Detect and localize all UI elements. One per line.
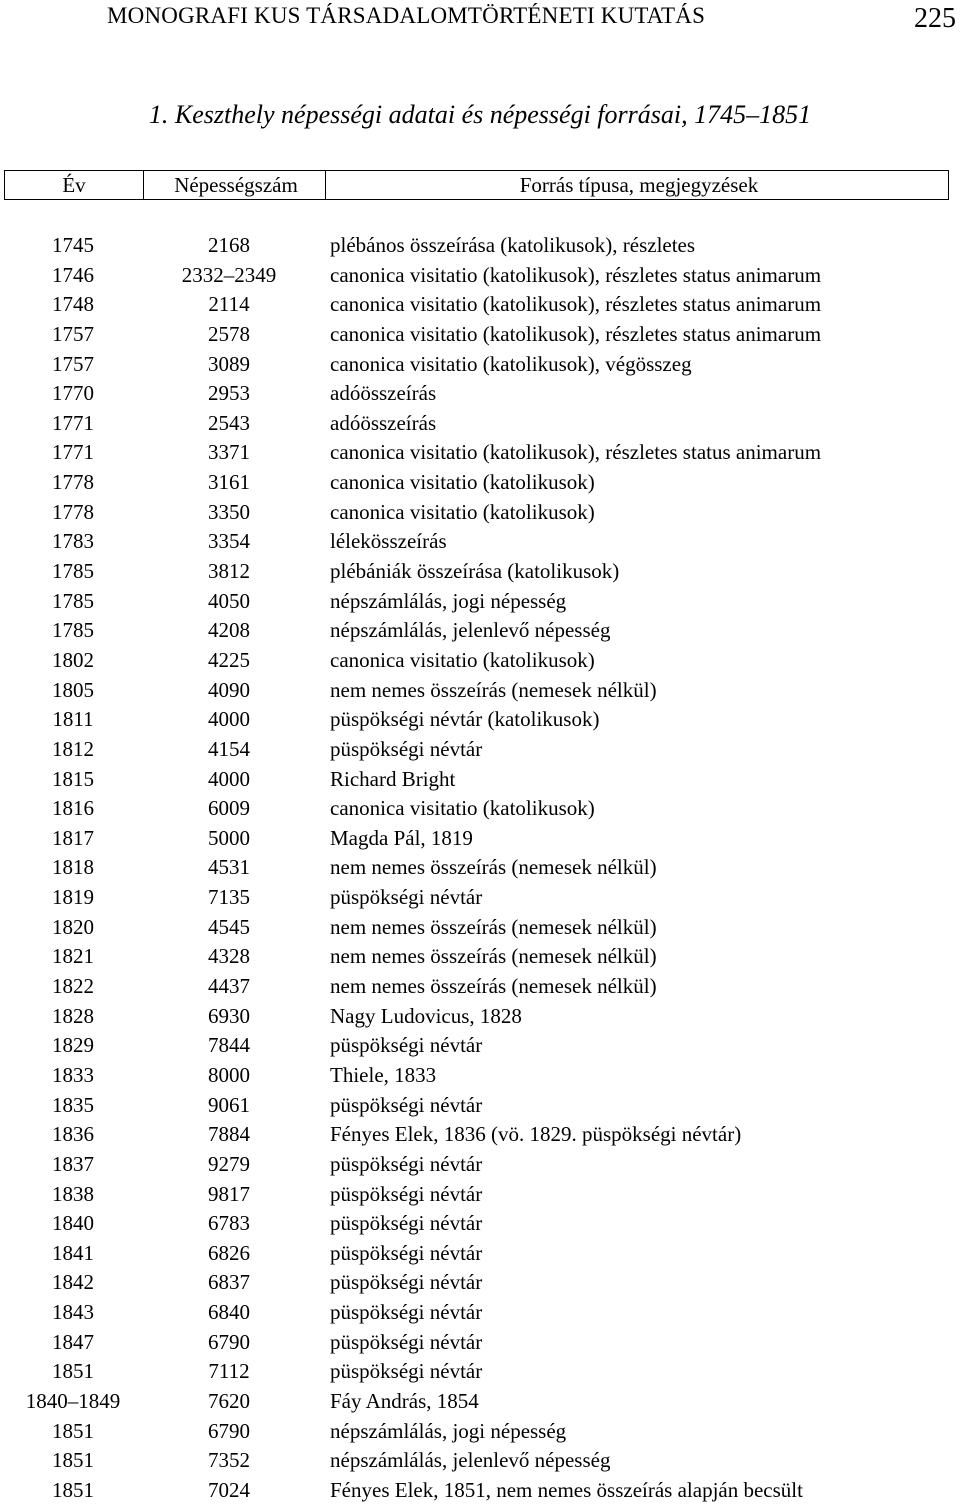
table-row [0, 498, 960, 528]
cell-year: 1821 [52, 944, 94, 969]
cell-year: 1817 [52, 825, 94, 850]
cell-population: 4225 [208, 647, 250, 672]
cell-year: 1818 [52, 855, 94, 880]
cell-year: 1833 [52, 1062, 94, 1087]
running-title: MONOGRAFI KUS TÁRSADALOMTÖRTÉNETI KUTATÁS [107, 3, 706, 28]
cell-source: népszámlálás, jelenlevő népesség [330, 618, 611, 643]
table-body [0, 231, 960, 1506]
cell-population: 3089 [208, 351, 250, 376]
cell-population: 4090 [208, 677, 250, 702]
cell-population: 2114 [208, 292, 250, 317]
cell-population: 2543 [208, 410, 250, 435]
cell-source: canonica visitatio (katolikusok), részletes status animarum [330, 262, 822, 287]
cell-source: canonica visitatio (katolikusok), végösszeg [330, 351, 692, 376]
cell-year: 1802 [52, 647, 94, 672]
cell-population: 4437 [208, 974, 250, 999]
cell-year: 1815 [52, 766, 94, 791]
table-row [0, 438, 960, 468]
cell-population: 4328 [208, 944, 250, 969]
cell-year: 1816 [52, 796, 94, 821]
cell-population: 6837 [208, 1270, 250, 1295]
cell-source: püspökségi névtár [330, 1092, 483, 1117]
cell-population: 6930 [208, 1003, 250, 1028]
column-divider [325, 171, 326, 199]
cell-year: 1771 [52, 410, 94, 435]
cell-population: 4000 [208, 707, 250, 732]
cell-population: 4545 [208, 914, 250, 939]
table-row [0, 1002, 960, 1032]
table-row [0, 913, 960, 943]
table-row [0, 646, 960, 676]
table-row [0, 765, 960, 795]
column-header-population: Népességszám [174, 173, 298, 197]
table-row [0, 942, 960, 972]
table-row [0, 1120, 960, 1150]
table-row [0, 379, 960, 409]
table-row [0, 824, 960, 854]
cell-year: 1838 [52, 1181, 94, 1206]
cell-population: 9061 [208, 1092, 250, 1117]
cell-year: 1829 [52, 1033, 94, 1058]
cell-population: 6783 [208, 1211, 250, 1236]
table-header [4, 170, 949, 200]
table-row [0, 735, 960, 765]
cell-population: 6009 [208, 796, 250, 821]
cell-year: 1757 [52, 351, 94, 376]
table-row [0, 1180, 960, 1210]
cell-source: püspökségi névtár [330, 1033, 483, 1058]
cell-year: 1837 [52, 1151, 94, 1176]
table-row [0, 705, 960, 735]
cell-year: 1840–1849 [25, 1388, 121, 1413]
table-row [0, 1328, 960, 1358]
table-row [0, 676, 960, 706]
cell-year: 1819 [52, 885, 94, 910]
cell-population: 3812 [208, 559, 250, 584]
cell-year: 1842 [52, 1270, 94, 1295]
cell-source: népszámlálás, jogi népesség [330, 588, 567, 613]
cell-year: 1851 [52, 1418, 94, 1443]
cell-population: 7135 [208, 885, 250, 910]
table-row [0, 1387, 960, 1417]
cell-source: Magda Pál, 1819 [330, 825, 473, 850]
cell-source: canonica visitatio (katolikusok) [330, 470, 595, 495]
table-row [0, 527, 960, 557]
table-row [0, 1150, 960, 1180]
cell-source: püspökségi névtár [330, 1151, 483, 1176]
cell-source: Richard Bright [330, 766, 456, 791]
cell-population: 6840 [208, 1300, 250, 1325]
table-row [0, 587, 960, 617]
table-row [0, 853, 960, 883]
table-row [0, 1091, 960, 1121]
cell-year: 1757 [52, 321, 94, 346]
cell-population: 3371 [208, 440, 250, 465]
cell-source: püspökségi névtár [330, 1329, 483, 1354]
cell-source: plébániák összeírása (katolikusok) [330, 559, 620, 584]
cell-source: Fényes Elek, 1836 (vö. 1829. püspökségi névtár) [330, 1122, 742, 1147]
cell-source: népszámlálás, jogi népesség [330, 1418, 567, 1443]
cell-source: püspökségi névtár [330, 885, 483, 910]
cell-source: püspökségi névtár [330, 1181, 483, 1206]
cell-year: 1771 [52, 440, 94, 465]
cell-population: 2578 [208, 321, 250, 346]
cell-year: 1841 [52, 1240, 94, 1265]
table-row [0, 1031, 960, 1061]
cell-population: 4050 [208, 588, 250, 613]
cell-source: canonica visitatio (katolikusok) [330, 647, 595, 672]
cell-year: 1828 [52, 1003, 94, 1028]
cell-population: 2953 [208, 381, 250, 406]
table-row [0, 1357, 960, 1387]
cell-source: püspökségi névtár [330, 1359, 483, 1384]
cell-population: 9817 [208, 1181, 250, 1206]
cell-source: Nagy Ludovicus, 1828 [330, 1003, 522, 1028]
cell-source: püspökségi névtár [330, 736, 483, 761]
cell-population: 4208 [208, 618, 250, 643]
table-row [0, 1061, 960, 1091]
cell-population: 2332–2349 [181, 262, 277, 287]
table-row [0, 794, 960, 824]
cell-source: nem nemes összeírás (nemesek nélkül) [330, 944, 657, 969]
cell-population: 2168 [208, 233, 250, 257]
cell-year: 1805 [52, 677, 94, 702]
cell-year: 1851 [52, 1477, 94, 1502]
cell-source: nem nemes összeírás (nemesek nélkül) [330, 914, 657, 939]
cell-source: canonica visitatio (katolikusok), részletes status animarum [330, 321, 822, 346]
cell-year: 1851 [52, 1448, 94, 1473]
cell-year: 1847 [52, 1329, 94, 1354]
page-number: 225 [914, 3, 956, 34]
cell-population: 7884 [208, 1122, 250, 1147]
cell-year: 1843 [52, 1300, 94, 1325]
cell-source: adóösszeírás [330, 410, 437, 435]
table-row [0, 409, 960, 439]
table-row [0, 1268, 960, 1298]
table-row [0, 883, 960, 913]
cell-source: canonica visitatio (katolikusok), részletes status animarum [330, 292, 822, 317]
cell-source: Thiele, 1833 [330, 1062, 437, 1087]
cell-year: 1840 [52, 1211, 94, 1236]
cell-source: canonica visitatio (katolikusok), részletes status animarum [330, 440, 822, 465]
cell-year: 1812 [52, 736, 94, 761]
cell-year: 1785 [52, 588, 94, 613]
cell-year: 1785 [52, 618, 94, 643]
cell-source: plébános összeírása (katolikusok), részletes [330, 233, 696, 257]
cell-year: 1811 [52, 707, 94, 732]
table-row [0, 1417, 960, 1447]
cell-population: 5000 [208, 825, 250, 850]
cell-population: 6790 [208, 1329, 250, 1354]
cell-year: 1783 [52, 529, 94, 554]
cell-year: 1770 [52, 381, 94, 406]
table-row [0, 972, 960, 1002]
cell-population: 7112 [208, 1359, 250, 1384]
cell-population: 4000 [208, 766, 250, 791]
cell-source: nem nemes összeírás (nemesek nélkül) [330, 855, 657, 880]
cell-year: 1785 [52, 559, 94, 584]
cell-year: 1835 [52, 1092, 94, 1117]
cell-source: püspökségi névtár [330, 1240, 483, 1265]
cell-source: canonica visitatio (katolikusok) [330, 796, 595, 821]
cell-source: Fáy András, 1854 [330, 1388, 479, 1413]
table-row [0, 231, 960, 261]
table-row [0, 1209, 960, 1239]
column-header-source: Forrás típusa, megjegyzések [519, 173, 759, 197]
cell-population: 3161 [208, 470, 250, 495]
table-row [0, 557, 960, 587]
cell-population: 3354 [208, 529, 250, 554]
cell-year: 1822 [52, 974, 94, 999]
cell-population: 8000 [208, 1062, 250, 1087]
cell-population: 7024 [208, 1477, 250, 1502]
column-header-year: Év [62, 173, 86, 197]
table-row [0, 1476, 960, 1506]
table-caption: 1. Keszthely népességi adatai és népességi forrásai, 1745–1851 [148, 100, 812, 129]
cell-year: 1778 [52, 470, 94, 495]
cell-population: 4531 [208, 855, 250, 880]
cell-year: 1836 [52, 1122, 94, 1147]
cell-source: püspökségi névtár [330, 1270, 483, 1295]
table-row [0, 350, 960, 380]
cell-population: 6826 [208, 1240, 250, 1265]
cell-source: lélekösszeírás [330, 529, 447, 554]
running-header [0, 0, 960, 40]
cell-population: 3350 [208, 499, 250, 524]
cell-source: adóösszeírás [330, 381, 437, 406]
cell-population: 9279 [208, 1151, 250, 1176]
cell-year: 1745 [52, 233, 94, 257]
cell-source: püspökségi névtár (katolikusok) [330, 707, 600, 732]
cell-source: nem nemes összeírás (nemesek nélkül) [330, 677, 657, 702]
cell-source: népszámlálás, jelenlevő népesség [330, 1448, 611, 1473]
table-row [0, 1239, 960, 1269]
table-row [0, 261, 960, 291]
cell-population: 7352 [208, 1448, 250, 1473]
cell-population: 6790 [208, 1418, 250, 1443]
cell-population: 4154 [208, 736, 250, 761]
cell-year: 1746 [52, 262, 94, 287]
cell-year: 1820 [52, 914, 94, 939]
cell-year: 1748 [52, 292, 94, 317]
table-row [0, 320, 960, 350]
cell-source: canonica visitatio (katolikusok) [330, 499, 595, 524]
cell-population: 7620 [208, 1388, 250, 1413]
cell-year: 1851 [52, 1359, 94, 1384]
table-row [0, 468, 960, 498]
table-row [0, 290, 960, 320]
cell-source: Fényes Elek, 1851, nem nemes összeírás alapján becsült [330, 1477, 803, 1502]
cell-population: 7844 [208, 1033, 250, 1058]
table-row [0, 1446, 960, 1476]
table-row [0, 1298, 960, 1328]
cell-source: püspökségi névtár [330, 1211, 483, 1236]
table-row [0, 616, 960, 646]
cell-source: püspökségi névtár [330, 1300, 483, 1325]
cell-year: 1778 [52, 499, 94, 524]
cell-source: nem nemes összeírás (nemesek nélkül) [330, 974, 657, 999]
